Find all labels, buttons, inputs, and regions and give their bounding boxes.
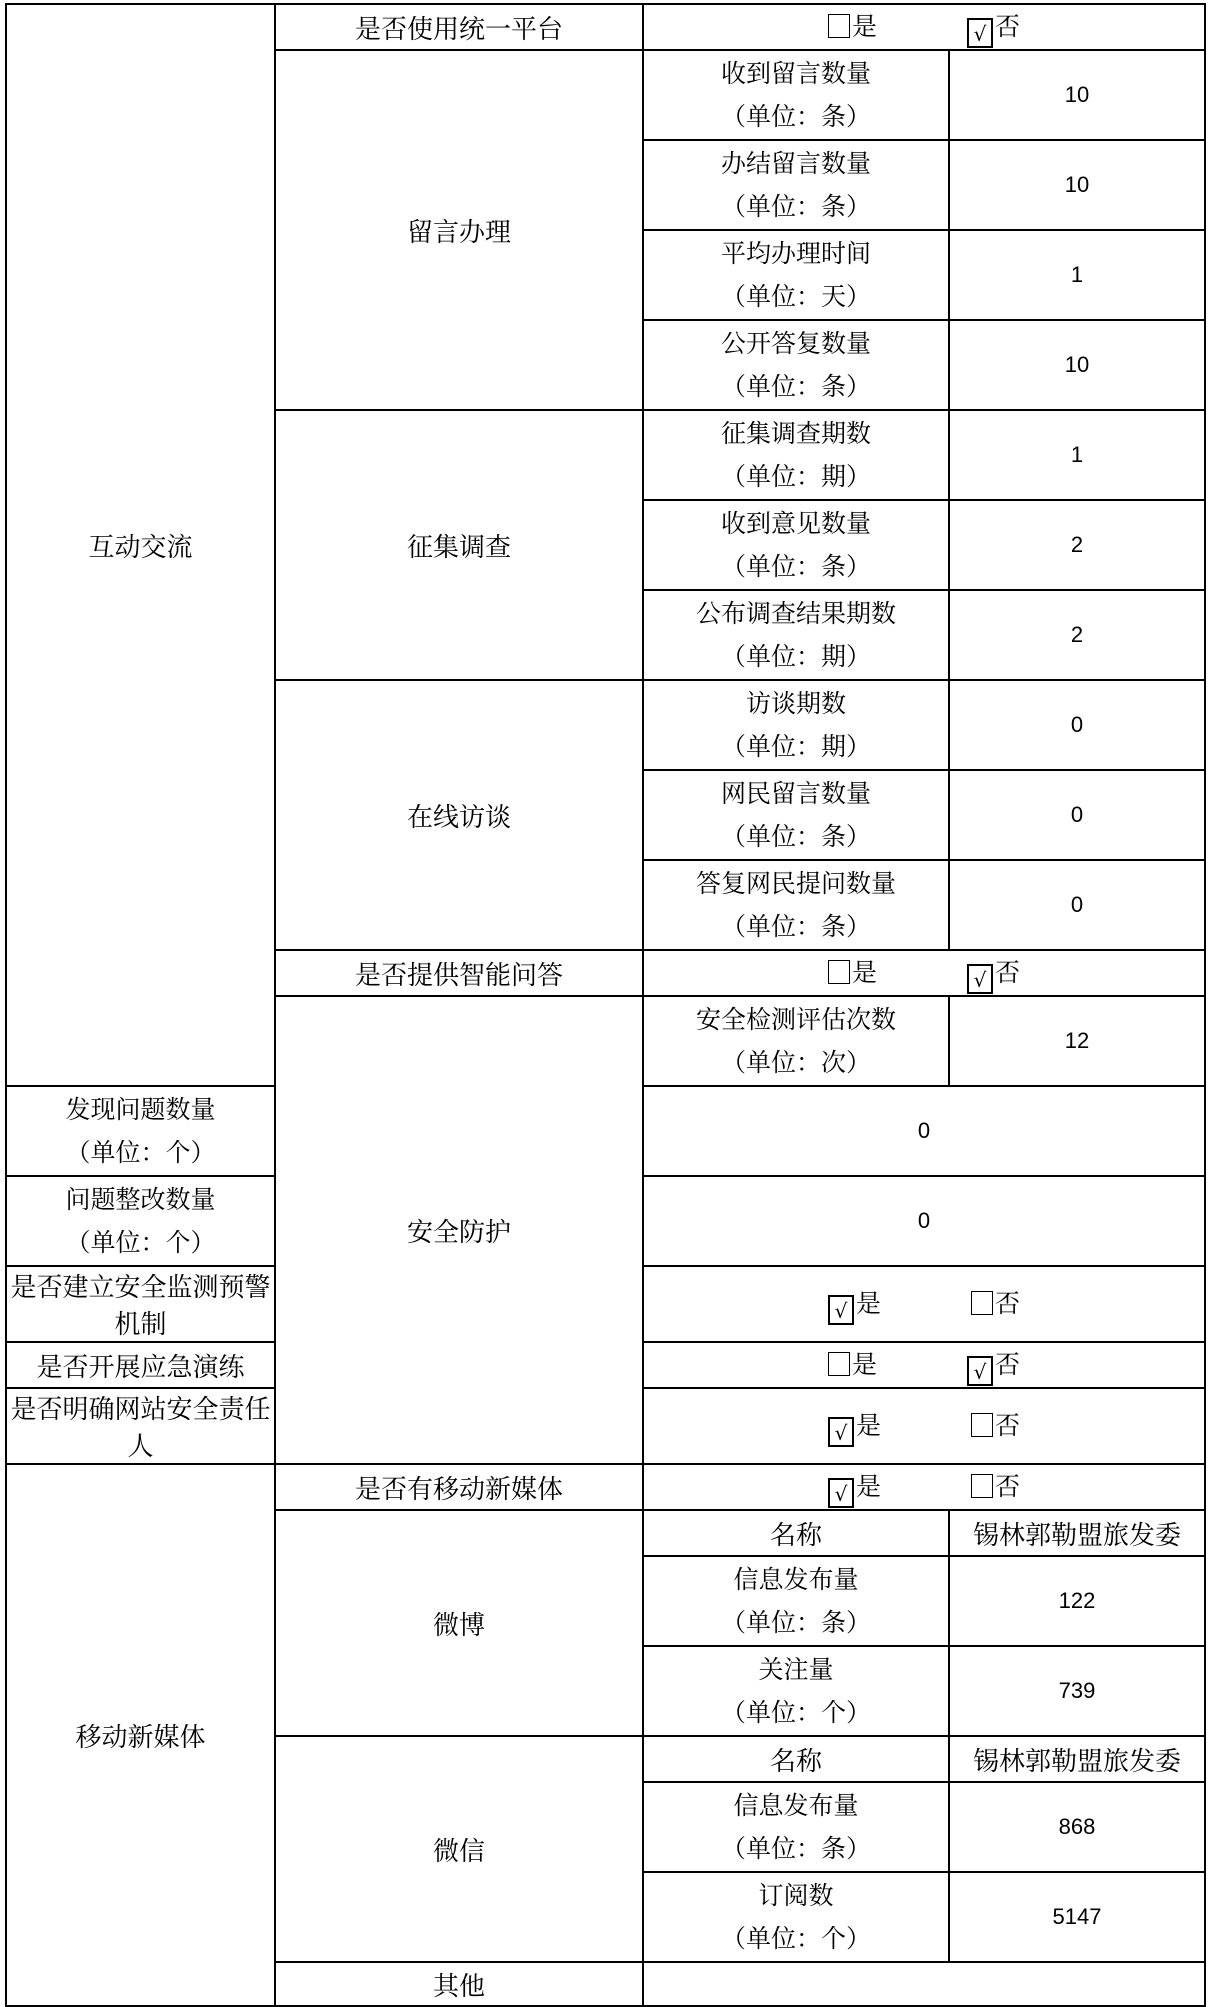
- metric-value: 0: [949, 680, 1205, 770]
- metric-label: 办结留言数量 （单位：条）: [643, 140, 949, 230]
- name-label: 名称: [643, 1510, 949, 1556]
- checkbox-yes[interactable]: [828, 14, 850, 38]
- metric-value: 122: [949, 1556, 1205, 1646]
- metric-label: 问题整改数量 （单位：个）: [6, 1176, 275, 1266]
- section-media: 移动新媒体: [6, 1464, 275, 2006]
- metric-value: 0: [949, 860, 1205, 950]
- checkbox-yes-checked[interactable]: √: [828, 1417, 854, 1447]
- subsection-interview: 在线访谈: [275, 680, 643, 950]
- metric-label: 信息发布量 （单位：条）: [643, 1556, 949, 1646]
- checkbox-yes[interactable]: [828, 1352, 850, 1376]
- warning-mechanism-checkbox[interactable]: [643, 1266, 1205, 1342]
- smart-qa-checkbox[interactable]: [643, 950, 1205, 996]
- smart-qa-label: 是否提供智能问答: [275, 950, 643, 996]
- metric-label: 发现问题数量 （单位：个）: [6, 1086, 275, 1176]
- metric-value: 10: [949, 320, 1205, 410]
- section-security: 安全防护: [275, 996, 643, 1464]
- option-no[interactable]: √ 否: [967, 1345, 1020, 1386]
- metric-value: 1: [949, 410, 1205, 500]
- unified-platform-label: 是否使用统一平台: [275, 4, 643, 50]
- metric-value: 10: [949, 50, 1205, 140]
- other-label: 其他: [275, 1962, 643, 2006]
- option-no[interactable]: √ 否: [967, 953, 1020, 994]
- section-interaction: 互动交流: [6, 4, 275, 1086]
- report-table: [5, 3, 1206, 2007]
- subsection-wechat: 微信: [275, 1736, 643, 1962]
- checkbox-yes-checked[interactable]: √: [828, 1295, 854, 1325]
- name-value: 锡林郭勒盟旅发委: [949, 1736, 1205, 1782]
- metric-value: 2: [949, 590, 1205, 680]
- metric-value: 12: [949, 996, 1205, 1086]
- metric-label: 订阅数 （单位：个）: [643, 1872, 949, 1962]
- emergency-drill-label: 是否开展应急演练: [6, 1342, 275, 1388]
- checkbox-no-checked[interactable]: √: [967, 1356, 993, 1386]
- option-no[interactable]: √ 否: [967, 7, 1020, 48]
- subsection-messages: 留言办理: [275, 50, 643, 410]
- option-yes[interactable]: 是: [828, 7, 877, 43]
- unified-platform-checkbox[interactable]: [643, 4, 1205, 50]
- checkbox-no-checked[interactable]: √: [967, 964, 993, 994]
- metric-label: 平均办理时间 （单位：天）: [643, 230, 949, 320]
- warning-mechanism-label: 是否建立安全监测预警机制: [6, 1266, 275, 1342]
- checkbox-yes-checked[interactable]: √: [828, 1478, 854, 1508]
- metric-label: 征集调查期数 （单位：期）: [643, 410, 949, 500]
- option-no[interactable]: 否: [971, 1284, 1020, 1320]
- metric-value: 739: [949, 1646, 1205, 1736]
- option-yes[interactable]: 是: [828, 953, 877, 989]
- metric-value: 1: [949, 230, 1205, 320]
- option-no[interactable]: 否: [971, 1467, 1020, 1503]
- has-media-label: 是否有移动新媒体: [275, 1464, 643, 1510]
- metric-label: 信息发布量 （单位：条）: [643, 1782, 949, 1872]
- metric-label: 公开答复数量 （单位：条）: [643, 320, 949, 410]
- metric-label: 答复网民提问数量 （单位：条）: [643, 860, 949, 950]
- metric-value: 10: [949, 140, 1205, 230]
- metric-label: 安全检测评估次数 （单位：次）: [643, 996, 949, 1086]
- other-value: [643, 1962, 1205, 2006]
- option-yes[interactable]: √ 是: [828, 1467, 881, 1508]
- metric-label: 收到意见数量 （单位：条）: [643, 500, 949, 590]
- metric-label: 网民留言数量 （单位：条）: [643, 770, 949, 860]
- checkbox-no[interactable]: [971, 1413, 993, 1437]
- metric-label: 收到留言数量 （单位：条）: [643, 50, 949, 140]
- responsible-person-checkbox[interactable]: [643, 1388, 1205, 1464]
- name-value: 锡林郭勒盟旅发委: [949, 1510, 1205, 1556]
- metric-value: 868: [949, 1782, 1205, 1872]
- metric-value: 0: [643, 1086, 1205, 1176]
- metric-label: 公布调查结果期数 （单位：期）: [643, 590, 949, 680]
- subsection-survey: 征集调查: [275, 410, 643, 680]
- has-media-checkbox[interactable]: [643, 1464, 1205, 1510]
- metric-label: 关注量 （单位：个）: [643, 1646, 949, 1736]
- metric-value: 5147: [949, 1872, 1205, 1962]
- responsible-person-label: 是否明确网站安全责任人: [6, 1388, 275, 1464]
- name-label: 名称: [643, 1736, 949, 1782]
- checkbox-no[interactable]: [971, 1474, 993, 1498]
- metric-value: 0: [949, 770, 1205, 860]
- option-yes[interactable]: √ 是: [828, 1406, 881, 1447]
- option-yes[interactable]: 是: [828, 1345, 877, 1381]
- subsection-weibo: 微博: [275, 1510, 643, 1736]
- checkbox-yes[interactable]: [828, 960, 850, 984]
- option-no[interactable]: 否: [971, 1406, 1020, 1442]
- metric-value: 2: [949, 500, 1205, 590]
- metric-value: 0: [643, 1176, 1205, 1266]
- emergency-drill-checkbox[interactable]: [643, 1342, 1205, 1388]
- metric-label: 访谈期数 （单位：期）: [643, 680, 949, 770]
- checkbox-no-checked[interactable]: √: [967, 18, 993, 48]
- checkbox-no[interactable]: [971, 1291, 993, 1315]
- option-yes[interactable]: √ 是: [828, 1284, 881, 1325]
